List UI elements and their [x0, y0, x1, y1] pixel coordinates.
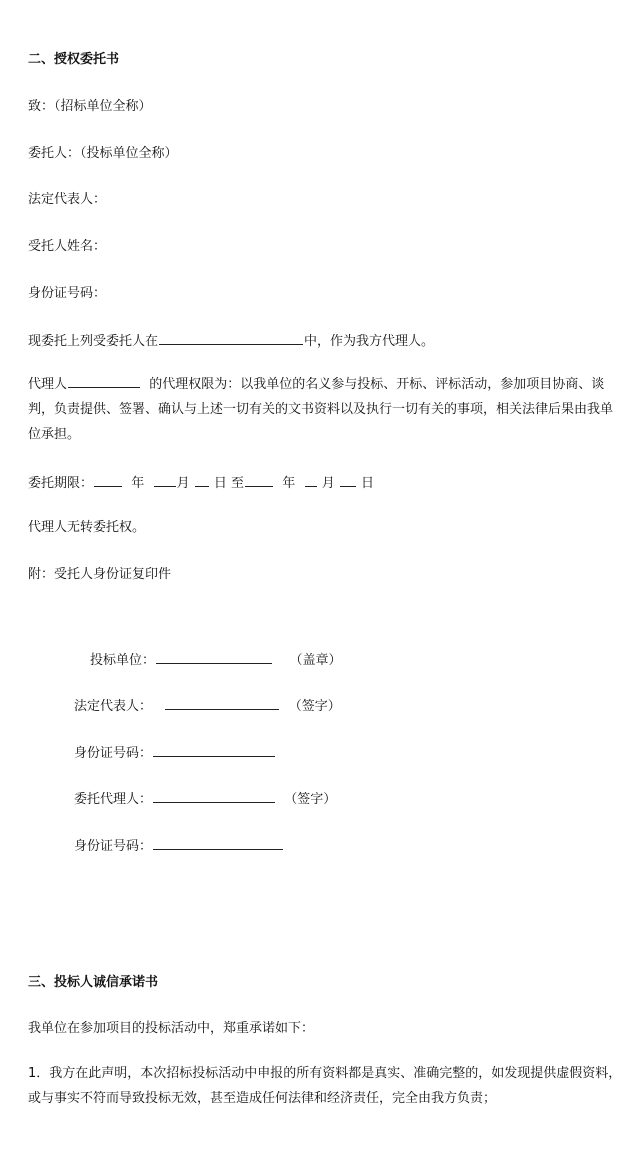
entrust-term-line — [28, 473, 374, 493]
agent-sign-note: （签字） — [284, 792, 337, 807]
start-day-blank — [195, 473, 209, 487]
start-year-label: 年 — [131, 476, 145, 491]
integrity-item-1: 1．我方在此声明，本次招标投标活动中申报的所有资料都是真实、准确完整的，如发现提供虚假资料，或与事实不符而导致投标无效，甚至造成任何法律和经济责任，完全由我方负责； — [28, 1066, 622, 1106]
legal-rep-signature-row — [74, 696, 341, 716]
agent-prefix-text: 代理人 — [28, 377, 68, 392]
bidder-signature-row — [90, 650, 342, 670]
bidder-stamp-note: （盖章） — [289, 653, 342, 668]
agent-authority-text: 的代理权限为：以我单位的名义参与投标、开标、评标活动，参加项目协商、谈判，负责提供、签署、确认与上述一切有关的文书资料以及执行一切有关的事项，相关法律后果由我单位承担。 — [28, 377, 614, 442]
end-month-label: 月 — [321, 476, 335, 491]
start-month-label: 月 — [176, 476, 190, 491]
end-day-label: 日 — [361, 476, 375, 491]
agent-blank — [153, 789, 275, 803]
term-label: 委托期限： — [28, 476, 94, 491]
id1-blank — [153, 743, 275, 757]
entrust-before-text: 现委托上列受委托人在 — [28, 334, 159, 349]
entrust-statement — [28, 331, 434, 351]
end-year-blank — [245, 473, 273, 487]
entrust-after-text: 中，作为我方代理人。 — [304, 334, 435, 349]
id2-row — [74, 836, 284, 856]
legal-rep-sign-note: （签字） — [288, 699, 341, 714]
start-year-blank — [94, 473, 122, 487]
legal-representative-line: 法定代表人： — [28, 192, 107, 207]
integrity-intro: 我单位在参加项目的投标活动中，郑重承诺如下： — [28, 1021, 315, 1036]
agent-label: 委托代理人： — [74, 792, 153, 807]
legal-rep-blank — [165, 696, 279, 710]
end-year-label: 年 — [282, 476, 296, 491]
start-month-blank — [154, 473, 176, 487]
section-title-integrity: 三、投标人诚信承诺书 — [28, 975, 159, 990]
id2-label: 身份证号码： — [74, 839, 153, 854]
id2-blank — [153, 836, 283, 850]
id-number-line: 身份证号码： — [28, 286, 107, 301]
agent-name-line: 受托人姓名： — [28, 239, 107, 254]
no-transfer-line: 代理人无转委托权。 — [28, 520, 146, 535]
end-month-blank — [305, 473, 317, 487]
id1-row — [74, 743, 276, 763]
start-day-label: 日 — [213, 476, 227, 491]
agent-authority-paragraph — [28, 372, 624, 447]
project-blank — [159, 331, 303, 345]
addressee-line: 致：（招标单位全称） — [28, 99, 152, 114]
legal-rep-label: 法定代表人： — [74, 699, 153, 714]
end-day-blank — [340, 473, 356, 487]
id1-label: 身份证号码： — [74, 746, 153, 761]
agent-signature-row — [74, 789, 336, 809]
agent-name-blank — [68, 374, 140, 388]
principal-line: 委托人：（投标单位全称） — [28, 146, 178, 161]
section-title-authorization: 二、授权委托书 — [28, 52, 120, 67]
attachment-line: 附：受托人身份证复印件 — [28, 567, 172, 582]
bidder-blank — [156, 650, 272, 664]
to-label: 至 — [231, 476, 245, 491]
bidder-label: 投标单位： — [90, 653, 156, 668]
